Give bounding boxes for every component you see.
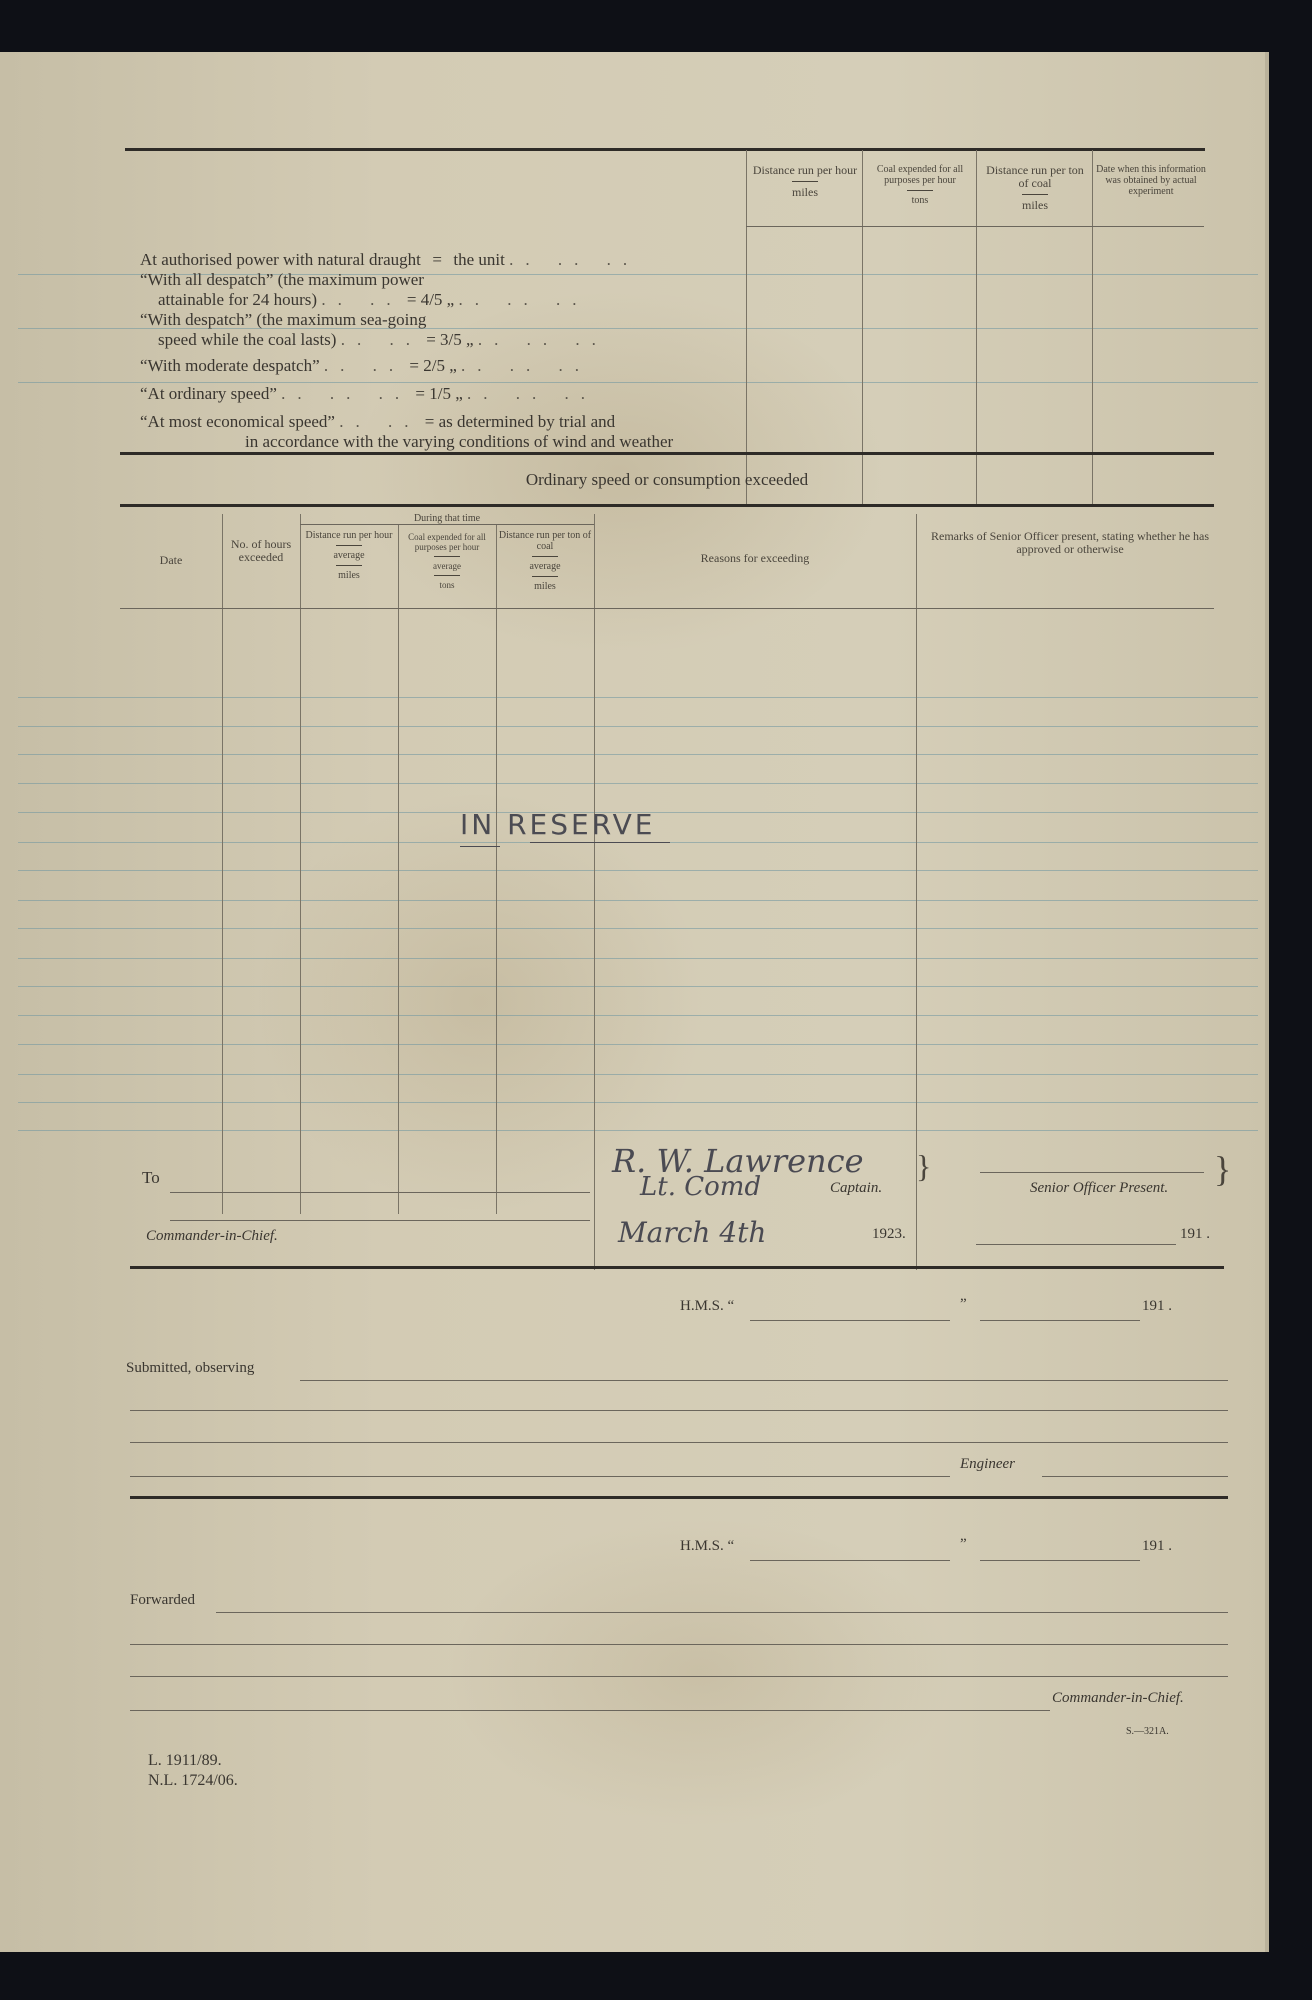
col-distance-per-hour-header: Distance run per hour miles xyxy=(752,163,858,199)
to-label: To xyxy=(142,1168,160,1187)
captain-label: Captain. xyxy=(830,1180,883,1196)
submitted-line-2[interactable] xyxy=(130,1410,1228,1411)
signature-date: March 4th xyxy=(618,1216,767,1249)
form-code: S.—321A. xyxy=(1126,1726,1169,1737)
hms-label-2: H.M.S. “ xyxy=(680,1538,735,1554)
col-remarks-header: Remarks of Senior Officer present, stating whether he has approved or otherwise xyxy=(930,529,1210,556)
in-reserve-note: IN RESERVE xyxy=(460,808,656,841)
col-distance-per-ton-average-header: Distance run per ton of coal average miles xyxy=(498,530,592,592)
commander-in-chief-label: Commander-in-Chief. xyxy=(146,1228,278,1244)
section-title: Ordinary speed or consumption exceeded xyxy=(525,470,809,489)
signature-rank: Lt. Comd xyxy=(640,1172,762,1202)
forwarded-label: Forwarded xyxy=(130,1592,195,1608)
forwarded-line-1[interactable] xyxy=(216,1612,1228,1613)
speed-row-moderate: “With moderate despatch” .. .. = 2/5 „ .. .. .. xyxy=(140,356,591,375)
forwarded-commander-label: Commander-in-Chief. xyxy=(1052,1690,1184,1706)
col-distance-average-header: Distance run per hour average miles xyxy=(305,530,393,581)
senior-officer-label: Senior Officer Present. xyxy=(1030,1180,1169,1196)
col-coal-average-header: Coal expended for all purposes per hour average tons xyxy=(408,532,486,590)
col-hours-exceeded-header: No. of hours exceeded xyxy=(230,537,292,564)
engineer-label: Engineer xyxy=(960,1456,1015,1472)
speed-row-ordinary: “At ordinary speed” .. .. .. = 1/5 „ .. .. .. xyxy=(140,384,598,403)
col-coal-expended-header: Coal expended for all purposes per hour tons xyxy=(876,164,964,206)
submitted-observing-label: Submitted, observing xyxy=(126,1360,255,1376)
hms-year-2: 191 . xyxy=(1142,1538,1172,1554)
forwarded-line-4[interactable] xyxy=(130,1710,1050,1711)
speed-row-all-despatch: “With all despatch” (the maximum power attainable for 24 hours) .. .. = 4/5 „ .. .. .. xyxy=(140,270,589,309)
forwarded-line-3[interactable] xyxy=(130,1676,1228,1677)
forwarded-line-2[interactable] xyxy=(130,1644,1228,1645)
speed-row-authorised: At authorised power with natural draught = the unit .. .. .. xyxy=(140,250,640,269)
hms-label-1: H.M.S. “ xyxy=(680,1298,735,1314)
submitted-line-1[interactable] xyxy=(300,1380,1228,1381)
signature-year: 1923. xyxy=(872,1226,906,1242)
col-reasons-header: Reasons for exceeding xyxy=(700,551,810,565)
form-ref-2: N.L. 1724/06. xyxy=(148,1772,238,1789)
col-date-header: Date xyxy=(159,553,183,567)
col-distance-per-ton-header: Distance run per ton of coal miles xyxy=(986,163,1084,212)
senior-officer-year: 191 . xyxy=(1180,1226,1210,1242)
speed-row-despatch: “With despatch” (the maximum sea-going speed while the coal lasts) .. .. = 3/5 „ .. .. .. xyxy=(140,310,608,349)
top-table-rule xyxy=(125,148,1205,151)
form-page: Distance run per hour miles Coal expended for all purposes per hour tons Distance run per ton of coal miles Date when this information was obtained by actual experiment At authorised power with natural draught = the unit .. .. .. “With all despatch” (the maximum power attainable for 24 hours) .. .. = 4/5 „ .. .. .. “With despatch” (the maximum sea-going speed while the coal lasts) .. .. = 3/5 „ .. .. .. “With moderate despatch” .. .. = 2/5 „ .. .. .. “At ordinary speed” .. .. .. = 1/5 „ .. .. .. “At most economical speed” .. .. = as determined by trial and in accordance with the varying conditions of wind and weather Ordinary speed or consumption exceeded During that time Date No. of hours exceeded Distance run per hour average miles Coal expended for all purposes per hour average tons Distance run per ton of coal average miles Reasons for exceeding Remarks of Senior Officer present, stating whether he has approved or otherwise IN RESERVE To Commander-in-Chief. R. W. Lawrence Lt. Comd Captain. March 4th 1923. } Senior Officer Present. } 191 . H.M.S. “ ” 191 . Submitted, observing Engineer H.M.S. “ ” 191 . Forwarded Commander-in-Chief. L. 1911/89. N.L. 1724/06. S.—321A. xyxy=(0,52,1265,1952)
col-date-obtained-header: Date when this information was obtained by actual experiment xyxy=(1096,164,1206,197)
signature-name: R. W. Lawrence xyxy=(612,1142,864,1180)
submitted-line-3[interactable] xyxy=(130,1442,1228,1443)
hms-year-1: 191 . xyxy=(1142,1298,1172,1314)
speed-row-economical: “At most economical speed” .. .. = as determined by trial and in accordance with the varying conditions of wind and weather xyxy=(140,412,674,451)
form-ref-1: L. 1911/89. xyxy=(148,1752,222,1769)
during-that-time-header: During that time xyxy=(413,513,481,524)
submitted-line-4[interactable] xyxy=(130,1476,950,1477)
